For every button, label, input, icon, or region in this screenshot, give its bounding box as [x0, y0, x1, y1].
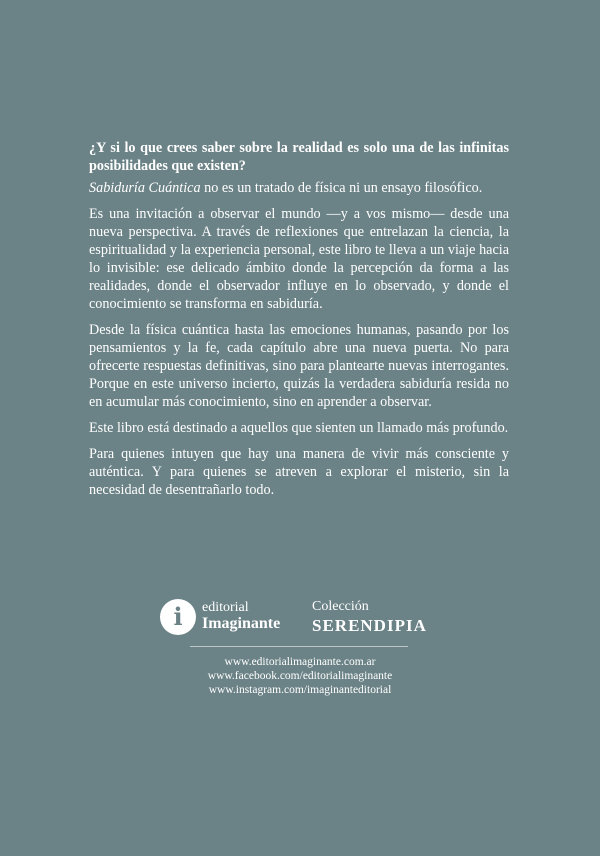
lead-question: ¿Y si lo que crees saber sobre la realidad es solo una de las infinitas posibilidades que existen? [89, 140, 509, 174]
paragraph-audience: Este libro está destinado a aquellos que sienten un llamado más profundo. [89, 420, 509, 436]
title-paragraph [89, 179, 509, 197]
paragraph-invitation: Es una invitación a observar el mundo —y a vos mismo— desde una nueva perspectiva. A través de reflexiones que entrelazan la ciencia, la espiritualidad y la experiencia personal, este libro te lleva a un viaje hacia lo invisible: ese delicado ámbito donde la percepción da forma a las realidades, donde el observador influye en lo observado, y donde el conocimiento se transforma en sabiduría. [89, 206, 509, 312]
publisher-links [150, 655, 450, 697]
publisher-logo [160, 596, 295, 640]
back-cover-blurb [89, 139, 509, 507]
divider [190, 646, 408, 647]
collection-label: Colección [312, 599, 369, 614]
publisher-line1: editorial [202, 600, 249, 615]
publisher-mark-letter: i [173, 602, 183, 631]
paragraph-quantum: Desde la física cuántica hasta las emociones humanas, pasando por los pensamientos y la fe, cada capítulo abre una nueva puerta. No para ofrecerte respuestas definitivas, sino para plantearte nuevas interrogantes. Porque en este universo incierto, quizás la verdadera sabiduría resida no en acumular más conocimiento, sino en aprender a observar. [89, 322, 509, 410]
publisher-mark-icon [160, 599, 196, 635]
link-website[interactable]: www.editorialimaginante.com.ar [224, 656, 376, 668]
paragraph-closing: Para quienes intuyen que hay una manera de vivir más consciente y auténtica. Y para quienes se atreven a explorar el misterio, sin la necesidad de desentrañarlo todo. [89, 446, 509, 498]
link-facebook[interactable]: www.facebook.com/editorialimaginante [207, 670, 393, 682]
publisher-name: Imaginante [202, 615, 281, 632]
logos-row [160, 596, 440, 640]
title-paragraph-text: no es un tratado de física ni un ensayo filosófico. [200, 180, 483, 196]
book-title: Sabiduría Cuántica [89, 180, 201, 196]
collection-logo [312, 596, 440, 640]
collection-name: SERENDIPIA [312, 616, 427, 635]
link-instagram[interactable]: www.instagram.com/imaginanteditorial [208, 684, 392, 696]
